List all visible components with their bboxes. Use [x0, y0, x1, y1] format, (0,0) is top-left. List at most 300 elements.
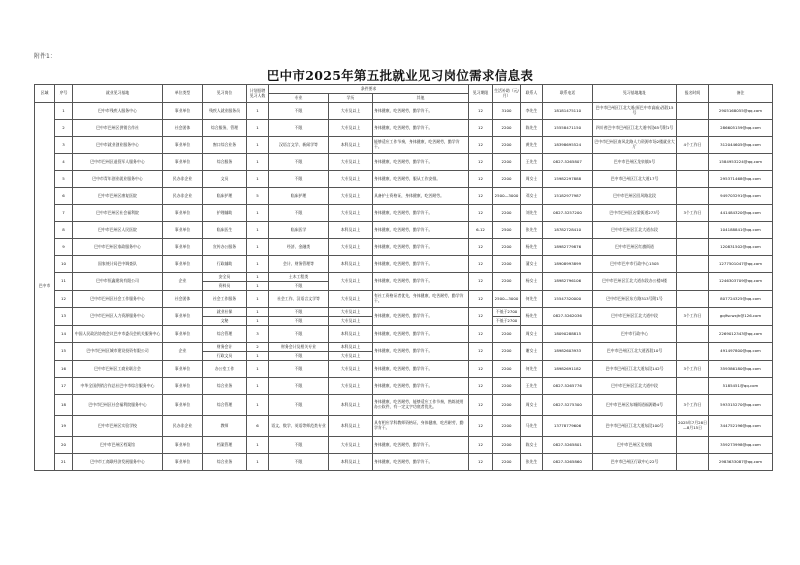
cell-pay: 2200 — [493, 361, 521, 378]
col-deadline: 报名时间 — [677, 85, 709, 103]
cell-base: 巴中市工商联经济发展服务中心 — [73, 454, 163, 471]
cell-deadline — [677, 378, 709, 395]
cell-base: 巴中市巴州区康复医院 — [73, 188, 163, 205]
cell-edu: 大专及以上 — [329, 378, 373, 395]
cell-remark: 1584953224@qq.com — [709, 154, 773, 171]
table-row — [35, 137, 773, 154]
cell-period: 12 — [469, 361, 493, 378]
cell-phone: 18090288815 — [543, 326, 593, 343]
cell-num: 1 — [247, 361, 269, 378]
cell-base: 巴中市巴州区社会工作服务中心 — [73, 291, 163, 308]
cell-num: 1 — [247, 273, 269, 282]
cell-other: 身体健康，吃苦耐劳，勤学肯干。 — [373, 343, 469, 361]
cell-edu: 大专及以上 — [329, 352, 373, 361]
cell-deadline — [677, 343, 709, 361]
cell-num: 1 — [247, 437, 269, 454]
cell-major: 不限 — [269, 171, 329, 188]
cell-seq: 21 — [55, 454, 73, 471]
cell-seq: 2 — [55, 120, 73, 137]
cell-remark: 593315270@qq.com — [709, 395, 773, 416]
cell-contact: 黄先生 — [521, 137, 543, 154]
cell-seq: 13 — [55, 308, 73, 326]
cell-edu: 大专及以上 — [329, 171, 373, 188]
cell-remark: 120831502@qq.com — [709, 239, 773, 256]
cell-contact: 周女士 — [521, 395, 543, 416]
col-planned: 计划招聘见习人数 — [247, 85, 269, 103]
cell-period: 12 — [469, 256, 493, 273]
cell-edu: 大专及以上 — [329, 308, 373, 317]
cell-pay: 不低于2700 — [493, 317, 521, 326]
cell-seq: 6 — [55, 188, 73, 205]
cell-num: 1 — [247, 171, 269, 188]
cell-deadline: 4个工作日 — [677, 137, 709, 154]
cell-post: 综合管理 — [203, 326, 247, 343]
cell-remark: 344752196@qq.com — [709, 416, 773, 437]
cell-edu: 本科及以上 — [329, 343, 373, 352]
cell-type: 企业 — [163, 273, 203, 291]
cell-type: 事业单位 — [163, 239, 203, 256]
cell-deadline: 3个工作日 — [677, 308, 709, 326]
cell-type: 事业单位 — [163, 361, 203, 378]
table-row — [35, 154, 773, 171]
cell-address: 巴中市巴州区行政中心22号 — [593, 454, 677, 471]
cell-address: 巴中市巴州区江北大道中段 — [593, 378, 677, 395]
cell-period: 12 — [469, 378, 493, 395]
cell-phone: 15982297888 — [543, 171, 593, 188]
cell-edu: 大专及以上 — [329, 154, 373, 171]
cell-phone: 0827-5265801 — [543, 437, 593, 454]
cell-contact: 谢女士 — [521, 343, 543, 361]
cell-pay: 2500 — [493, 222, 521, 239]
cell-type: 企业 — [163, 343, 203, 361]
cell-phone: 18782728410 — [543, 222, 593, 239]
cell-base: 巴中市巴州区人民医院 — [73, 222, 163, 239]
cell-base: 巴中市巴州区家政服务中心 — [73, 239, 163, 256]
cell-address: 巴中市行政中心 — [593, 326, 677, 343]
cell-pay: 2200 — [493, 239, 521, 256]
cell-phone: 18982779876 — [543, 239, 593, 256]
cell-other: 身体健康，吃苦耐劳，勤学肯干。 — [373, 378, 469, 395]
cell-address: 巴中市巴州区江北大道东段办公楼5楼 — [593, 273, 677, 291]
cell-seq: 4 — [55, 154, 73, 171]
cell-other: 身体健康，吃苦耐劳，勤学肯干。 — [373, 361, 469, 378]
cell-period: 12 — [469, 188, 493, 205]
cell-type: 事业单位 — [163, 308, 203, 326]
cell-pay: 3100 — [493, 103, 521, 120]
cell-major: 不限 — [269, 352, 329, 361]
cell-phone: 18982603933 — [543, 343, 593, 361]
col-region: 区域 — [35, 85, 55, 103]
cell-other: 身体健康，吃苦耐劳，能够适应工作节奏，熟练使用办公软件，有一定文字功底者优先。 — [373, 395, 469, 416]
cell-phone: 15547320000 — [543, 291, 593, 308]
cell-seq: 10 — [55, 256, 73, 273]
cell-deadline — [677, 326, 709, 343]
cell-phone: 15558471150 — [543, 120, 593, 137]
cell-phone: 13778779606 — [543, 416, 593, 437]
cell-contact: 杨女士 — [521, 273, 543, 291]
cell-contact: 周女士 — [521, 326, 543, 343]
cell-deadline — [677, 291, 709, 308]
cell-num: 1 — [247, 103, 269, 120]
table-row — [35, 120, 773, 137]
cell-deadline — [677, 239, 709, 256]
cell-pay: 2200 — [493, 120, 521, 137]
cell-post: 宣传办公服务 — [203, 239, 247, 256]
cell-other: 身体健康，吃苦耐劳，勤学肯干。 — [373, 205, 469, 222]
cell-contact: 王先生 — [521, 378, 543, 395]
cell-post: 文秘 — [203, 317, 247, 326]
cell-post: 安全员 — [203, 273, 247, 282]
cell-major: 不限 — [269, 154, 329, 171]
cell-remark: 359386180@qq.com — [709, 361, 773, 378]
cell-pay: 不低于2700 — [493, 308, 521, 317]
cell-seq: 12 — [55, 291, 73, 308]
cell-period: 12 — [469, 273, 493, 291]
cell-seq: 3 — [55, 137, 73, 154]
cell-contact: 何先生 — [521, 361, 543, 378]
cell-type: 事业单位 — [163, 137, 203, 154]
cell-period: 12 — [469, 239, 493, 256]
region-cell: 巴中市 — [35, 103, 55, 471]
cell-type: 事业单位 — [163, 205, 203, 222]
cell-phone: 0827-5265776 — [543, 378, 593, 395]
cell-deadline: 3个工作日 — [677, 395, 709, 416]
cell-type: 民办非企业 — [163, 171, 203, 188]
cell-pay: 2200 — [493, 137, 521, 154]
cell-pay: 2200 — [493, 154, 521, 171]
cell-contact: 杨先生 — [521, 308, 543, 326]
cell-post: 综合服务 — [203, 154, 247, 171]
cell-phone: 0827-5262036 — [543, 308, 593, 326]
table-row — [35, 454, 773, 471]
cell-phone: 18908993899 — [543, 256, 593, 273]
cell-seq: 8 — [55, 222, 73, 239]
cell-period: 12 — [469, 137, 493, 154]
cell-deadline — [677, 103, 709, 120]
cell-contact: 刘先生 — [521, 205, 543, 222]
cell-other: 身体健康，吃苦耐劳，勤学肯干。 — [373, 454, 469, 471]
col-conditions: 条件要求 — [269, 85, 469, 94]
cell-base: 巴中市就业创业服务中心 — [73, 137, 163, 154]
cell-address: 巴中市巴州区南风北路人力资源市场2楼就业大厅 — [593, 137, 677, 154]
table-row — [35, 343, 773, 352]
cell-post: 临床医生 — [203, 222, 247, 239]
cell-phone: 0827-5265807 — [543, 154, 593, 171]
cell-num: 1 — [247, 239, 269, 256]
cell-base: 巴中市巴州区工商业联合会 — [73, 361, 163, 378]
cell-edu: 大专及以上 — [329, 437, 373, 454]
cell-phone: 15182977987 — [543, 188, 593, 205]
cell-seq: 18 — [55, 395, 73, 416]
cell-period: 12 — [469, 416, 493, 437]
cell-other: 身体健康，吃苦耐劳，勤学肯干。 — [373, 326, 469, 343]
cell-remark: 295371468@qq.com — [709, 171, 773, 188]
header-row — [35, 85, 773, 94]
cell-num: 1 — [247, 317, 269, 326]
cell-num: 1 — [247, 378, 269, 395]
cell-type: 事业单位 — [163, 395, 203, 416]
cell-seq: 15 — [55, 343, 73, 361]
cell-num: 1 — [247, 256, 269, 273]
cell-address: 巴中市巴州区江北大道17号 — [593, 171, 677, 188]
cell-base: 中国人民政治协商会议巴中市委员会机关服务中心 — [73, 326, 163, 343]
cell-contact: 王先生 — [521, 154, 543, 171]
attachment-label: 附件1： — [34, 53, 56, 60]
cell-phone: 18398695524 — [543, 137, 593, 154]
col-unit-type: 单位类型 — [163, 85, 203, 103]
cell-phone: 18181475110 — [543, 103, 593, 120]
cell-type: 民办非企业 — [163, 416, 203, 437]
cell-period: 12 — [469, 205, 493, 222]
cell-remark: 1246303709@qq.com — [709, 273, 773, 291]
cell-deadline: 3个工作日 — [677, 361, 709, 378]
cell-base: 巴中市巴州区供销合作社 — [73, 120, 163, 137]
cell-other: 有社工资格证者优先，身体健康，吃苦耐劳，勤学肯干。 — [373, 291, 469, 308]
cell-edu: 大专及以上 — [329, 361, 373, 378]
cell-pay: 2200 — [493, 454, 521, 471]
col-pay: 生活补助（元/月） — [493, 85, 521, 103]
cell-seq: 7 — [55, 205, 73, 222]
cell-remark: 1277501047@qq.com — [709, 256, 773, 273]
cell-type: 事业单位 — [163, 154, 203, 171]
cell-major: 不限 — [269, 282, 329, 291]
cell-num: 1 — [247, 454, 269, 471]
cell-post: 残疾人就业服务员 — [203, 103, 247, 120]
col-seq: 序号 — [55, 85, 73, 103]
cell-num: 1 — [247, 154, 269, 171]
cell-pay: 2200 — [493, 378, 521, 395]
cell-phone: 18982691182 — [543, 361, 593, 378]
cell-contact: 邓女士 — [521, 188, 543, 205]
table-row — [35, 171, 773, 188]
cell-base: 巴中市残疾人服务中心 — [73, 103, 163, 120]
cell-contact: 陈女士 — [521, 437, 543, 454]
cell-remark: 2983633087@qq.com — [709, 454, 773, 471]
table-row — [35, 291, 773, 308]
cell-base: 巴中市巴州区实验学校 — [73, 416, 163, 437]
cell-edu: 本科及以上 — [329, 256, 373, 273]
table-row — [35, 256, 773, 273]
cell-post: 综合服务，管理 — [203, 120, 247, 137]
cell-contact: 马先生 — [521, 416, 543, 437]
cell-major: 不限 — [269, 205, 329, 222]
col-remark: 备注 — [709, 85, 773, 103]
col-phone: 联系电话 — [543, 85, 593, 103]
cell-pay: 2200 — [493, 326, 521, 343]
cell-major: 不限 — [269, 326, 329, 343]
cell-major: 不限 — [269, 437, 329, 454]
cell-remark: 359273998@qq.com — [709, 437, 773, 454]
cell-other: 身体健康，吃苦耐劳，勤学肯干。 — [373, 256, 469, 273]
table-row — [35, 416, 773, 437]
cell-type: 民办非企业 — [163, 188, 203, 205]
cell-major: 语文、数学、英语等师范类专业 — [269, 416, 329, 437]
cell-other: 具有相应学科教师资格证，身体健康，吃苦耐劳，勤学肯干。 — [373, 416, 469, 437]
cell-post: 临床护理 — [203, 188, 247, 205]
cell-deadline — [677, 454, 709, 471]
cell-base: 国家统计局巴中调查队 — [73, 256, 163, 273]
cell-num: 1 — [247, 291, 269, 308]
cell-type: 事业单位 — [163, 326, 203, 343]
table-row — [35, 239, 773, 256]
cell-remark: gqlfscwxjh@126.com — [709, 308, 773, 326]
cell-post: 就业社保 — [203, 308, 247, 317]
cell-pay: 2200 — [493, 205, 521, 222]
cell-base: 巴中市恒鑫建筑有限公司 — [73, 273, 163, 291]
cell-seq: 16 — [55, 361, 73, 378]
cell-post: 社会工作服务 — [203, 291, 247, 308]
cell-deadline: 3个工作日 — [677, 205, 709, 222]
cell-type: 事业单位 — [163, 222, 203, 239]
cell-num: 1 — [247, 308, 269, 317]
cell-major: 临床护理 — [269, 188, 329, 205]
cell-seq: 11 — [55, 273, 73, 291]
cell-phone: 0827-5275300 — [543, 395, 593, 416]
cell-num: 2 — [247, 343, 269, 352]
cell-major: 经济、金融类 — [269, 239, 329, 256]
cell-base: 巴中市巴州区社会福利院 — [73, 205, 163, 222]
cell-post: 护理辅助 — [203, 205, 247, 222]
cell-type: 事业单位 — [163, 256, 203, 273]
cell-deadline — [677, 437, 709, 454]
cell-post: 行政文员 — [203, 352, 247, 361]
cell-major: 财务会计及相关专业 — [269, 343, 329, 352]
cell-major: 不限 — [269, 395, 329, 416]
table-row — [35, 437, 773, 454]
cell-period: 12 — [469, 308, 493, 326]
cell-post: 档案管理 — [203, 437, 247, 454]
cell-edu: 大专及以上 — [329, 239, 373, 256]
cell-other: 身体健康，吃苦耐劳，勤学肯干。 — [373, 154, 469, 171]
cell-num: 6 — [247, 416, 269, 437]
cell-num: 1 — [247, 222, 269, 239]
cell-address: 巴中市巴州区江北大道东段142号 — [593, 361, 677, 378]
cell-edu: 本科及以上 — [329, 222, 373, 239]
cell-major: 临床医学 — [269, 222, 329, 239]
col-base: 就业见习基地 — [73, 85, 163, 103]
cell-base: 巴中市巴州区档案馆 — [73, 437, 163, 454]
cell-pay: 2200 — [493, 171, 521, 188]
cell-post: 文员 — [203, 171, 247, 188]
cell-base: 中华全国供销合作总社巴中市综合服务中心 — [73, 378, 163, 395]
cell-type: 事业单位 — [163, 378, 203, 395]
cell-deadline — [677, 154, 709, 171]
cell-contact: 李先生 — [521, 103, 543, 120]
cell-period: 12 — [469, 326, 493, 343]
cell-pay: 2500—3000 — [493, 188, 521, 205]
cell-edu: 大专及以上 — [329, 103, 373, 120]
cell-contact: 周女士 — [521, 171, 543, 188]
cell-remark: 807724325@qq.com — [709, 291, 773, 308]
col-post: 见习岗位 — [203, 85, 247, 103]
cell-major: 不限 — [269, 361, 329, 378]
cell-base: 巴中市巴州区退役军人服务中心 — [73, 154, 163, 171]
cell-type: 社会团体 — [163, 120, 203, 137]
job-table — [34, 84, 773, 471]
cell-base: 巴中市巴州区社会福利院服务中心 — [73, 395, 163, 416]
cell-type: 事业单位 — [163, 454, 203, 471]
cell-edu: 本科及以上 — [329, 395, 373, 416]
cell-major: 不限 — [269, 120, 329, 137]
cell-remark: 5185451@qq.com — [709, 378, 773, 395]
cell-post: 综合业务 — [203, 378, 247, 395]
cell-edu: 本科及以上 — [329, 454, 373, 471]
cell-address: 巴中市巴中市行政中心1505 — [593, 256, 677, 273]
cell-base: 巴中市青年创业就业服务中心 — [73, 171, 163, 188]
cell-other: 身体健康，吃苦耐劳，服从工作安排。 — [373, 171, 469, 188]
cell-post: 行政辅助 — [203, 256, 247, 273]
cell-other: 能够适应工作节奏，身体健康，吃苦耐劳，勤学肯干。 — [373, 137, 469, 154]
cell-address: 巴中市巴州区宕梁街道273号 — [593, 205, 677, 222]
col-address: 见习基地地址 — [593, 85, 677, 103]
cell-seq: 19 — [55, 416, 73, 437]
cell-edu: 大专及以上 — [329, 273, 373, 291]
cell-deadline — [677, 171, 709, 188]
cell-post: 办公室工作 — [203, 361, 247, 378]
cell-remark: 441484320@qq.com — [709, 205, 773, 222]
cell-base: 巴中市巴州区城市建设投资有限公司 — [73, 343, 163, 361]
cell-post: 综合业务 — [203, 454, 247, 471]
cell-period: 12 — [469, 395, 493, 416]
cell-address: 巴中市巴州区江北大道东段 — [593, 222, 677, 239]
cell-remark: 312044605@qq.com — [709, 137, 773, 154]
cell-phone: 0827-5265860 — [543, 454, 593, 471]
cell-phone: 0827-5257200 — [543, 205, 593, 222]
cell-seq: 20 — [55, 437, 73, 454]
cell-major: 会计、财务管理等 — [269, 256, 329, 273]
col-period: 见习期限 — [469, 85, 493, 103]
cell-major: 社会工作、汉语言文学等 — [269, 291, 329, 308]
cell-remark: 2269012343@qq.com — [709, 326, 773, 343]
cell-pay: 2500—3000 — [493, 291, 521, 308]
cell-period: 12 — [469, 291, 493, 308]
cell-base: 巴中市巴州区人力资源服务中心 — [73, 308, 163, 326]
cell-seq: 9 — [55, 239, 73, 256]
cell-post: 教师 — [203, 416, 247, 437]
cell-period: 12 — [469, 437, 493, 454]
cell-other: 身体健康，吃苦耐劳，勤学肯干。 — [373, 308, 469, 326]
table-row — [35, 103, 773, 120]
cell-num: 1 — [247, 395, 269, 416]
cell-contact: 蒲女士 — [521, 256, 543, 273]
cell-remark: 286605159@qq.com — [709, 120, 773, 137]
cell-major: 不限 — [269, 317, 329, 326]
cell-seq: 17 — [55, 378, 73, 395]
cell-address: 巴中市巴州区东方路313号附1号 — [593, 291, 677, 308]
cell-remark: 104188841@qq.com — [709, 222, 773, 239]
cell-contact: 何先生 — [521, 291, 543, 308]
cell-major: 不限 — [269, 454, 329, 471]
cell-major: 土木工程类 — [269, 273, 329, 282]
cell-type: 事业单位 — [163, 103, 203, 120]
cell-edu: 大专及以上 — [329, 120, 373, 137]
cell-major: 汉语言文学、新闻学等 — [269, 137, 329, 154]
cell-pay: 2200 — [493, 343, 521, 361]
cell-deadline — [677, 188, 709, 205]
col-education: 学历 — [329, 94, 373, 103]
cell-other: 具备护士资格证，身体健康，吃苦耐劳。 — [373, 188, 469, 205]
cell-seq: 1 — [55, 103, 73, 120]
cell-num: 3 — [247, 326, 269, 343]
cell-address: 巴中市巴州区江北大道西段10号 — [593, 343, 677, 361]
cell-num: 1 — [247, 205, 269, 222]
cell-period: 12 — [469, 103, 493, 120]
cell-seq: 14 — [55, 326, 73, 343]
cell-remark: 2905168055@qq.com — [709, 103, 773, 120]
cell-edu: 大专及以上 — [329, 291, 373, 308]
cell-num: 5 — [247, 188, 269, 205]
col-major: 专业 — [269, 94, 329, 103]
